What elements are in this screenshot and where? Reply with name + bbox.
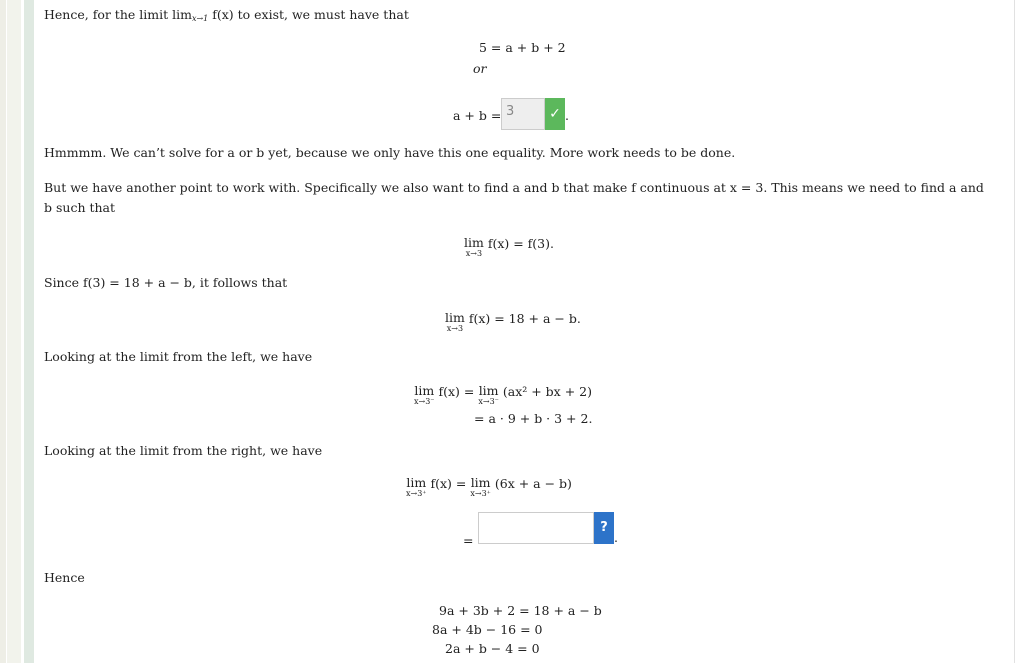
equation-right-limit [406, 476, 572, 498]
lim-operator [470, 476, 491, 498]
lim-word: lim [445, 310, 465, 325]
equation-left-mid: f(x) = [434, 384, 479, 399]
lim-operator [406, 476, 427, 498]
paragraph-hmm: Hmmmm. We can’t solve for a or b yet, because we only have this one equality. More work needs to be done. [44, 145, 736, 160]
lim-word: lim [464, 235, 484, 250]
lim-sub-left: x→3⁻ [414, 397, 435, 406]
final-equation-3: 2a + b − 4 = 0 [445, 641, 540, 656]
lim-word: lim [414, 383, 435, 398]
left-margin-strip [0, 0, 6, 663]
period: . [565, 108, 569, 123]
paragraph-another-point: But we have another point to work with. Specifically we also want to find a and b that make f continuous at x = 3. This means we need to find a and b such that [44, 180, 984, 215]
lim-operator [464, 236, 484, 258]
lim-word: lim [470, 475, 491, 490]
left-margin-strip-3 [24, 0, 34, 663]
equation-right-mid: f(x) = [426, 476, 471, 491]
lim-sub-right: x→3⁺ [470, 489, 491, 498]
equation-left-rhs: (ax² + bx + 2) [498, 384, 592, 399]
final-equation-2: 8a + 4b − 16 = 0 [432, 622, 543, 637]
equation-5-eq: 5 = a + b + 2 [479, 40, 566, 55]
paragraph-hence-limit [44, 5, 409, 29]
lim-sub: x→3 [446, 324, 464, 333]
equation-limit-value [445, 311, 581, 333]
equation-left-limit [414, 384, 592, 406]
left-margin-strip-2 [7, 0, 21, 663]
lim-operator [445, 311, 465, 333]
paragraph-right-limit: Looking at the limit from the right, we have [44, 443, 323, 458]
equation-continuity [464, 236, 554, 258]
lim-sub: x→3 [465, 249, 483, 258]
text-hence: Hence, for the limit lim [44, 7, 192, 22]
equation-right-rhs: (6x + a − b) [490, 476, 572, 491]
final-equation-1: 9a + 3b + 2 = 18 + a − b [439, 603, 602, 618]
hint-button[interactable]: ? [594, 512, 614, 544]
lim-operator [478, 384, 499, 406]
answer-input-right-limit[interactable] [478, 512, 594, 544]
equation-left-result: = a · 9 + b · 3 + 2. [474, 411, 593, 426]
paragraph-hence: Hence [44, 570, 85, 585]
right-border [1014, 0, 1015, 663]
correct-check-icon: ✓ [545, 98, 565, 130]
equation-continuity-rest: f(x) = f(3). [483, 236, 554, 251]
equation-a-plus-b: a + b = [453, 108, 502, 123]
equation-limit-value-rest: f(x) = 18 + a − b. [464, 311, 581, 326]
equals-sign: = [463, 533, 474, 548]
lim-word: lim [478, 383, 499, 398]
answer-input-a-plus-b[interactable]: 3 [501, 98, 545, 130]
lim-operator [414, 384, 435, 406]
text-hence-tail: f(x) to exist, we must have that [208, 7, 409, 22]
lim-word: lim [406, 475, 427, 490]
paragraph-since: Since f(3) = 18 + a − b, it follows that [44, 275, 288, 290]
lim-sub-left: x→3⁻ [478, 397, 499, 406]
solution-content [34, 0, 1014, 663]
paragraph-left-limit: Looking at the limit from the left, we have [44, 349, 313, 364]
lim-sub-right: x→3⁺ [406, 489, 427, 498]
period: . [614, 530, 618, 545]
or-text: or [473, 61, 487, 76]
limit-subscript: x→1 [191, 14, 209, 23]
